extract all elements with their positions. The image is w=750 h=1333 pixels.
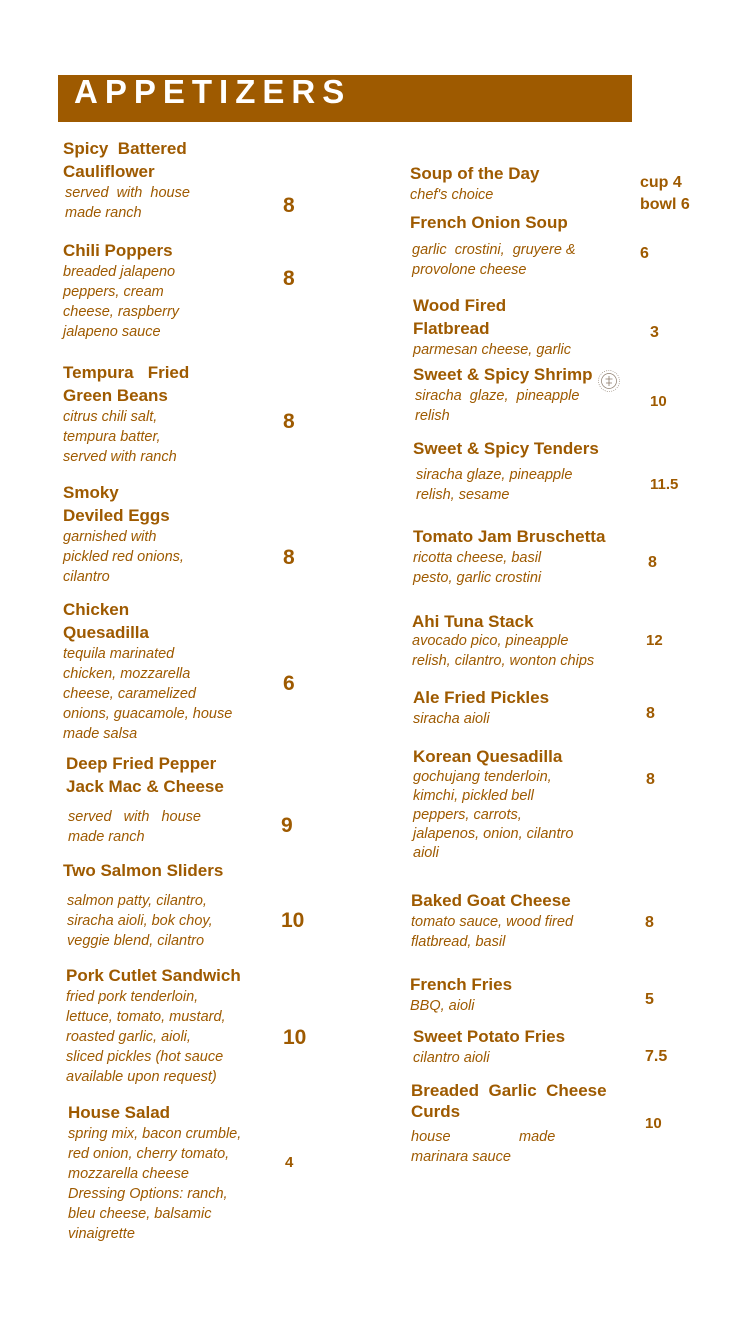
item-description: cilantro aioli xyxy=(413,1050,490,1066)
menu-item-spicy-battered-cauliflower xyxy=(63,137,273,223)
item-name: French Onion Soup xyxy=(410,213,568,232)
item-description: salmon patty, cilantro, siracha aioli, bok choy, veggie blend, cilantro xyxy=(67,893,213,949)
item-name: Baked Goat Cheese xyxy=(411,891,571,910)
item-name: Spicy Battered Cauliflower xyxy=(63,139,187,181)
item-description: ricotta cheese, basil pesto, garlic crostini xyxy=(413,550,542,586)
item-name: Tempura Fried Green Beans xyxy=(63,363,190,405)
item-description: BBQ, aioli xyxy=(410,998,475,1014)
item-description: garlic crostini, gruyere & provolone cheese xyxy=(412,242,576,278)
item-price: 4 xyxy=(285,1154,294,1171)
item-price: 10 xyxy=(283,1026,307,1049)
item-description: parmesan cheese, garlic xyxy=(413,342,571,358)
menu-item-chicken-quesadilla xyxy=(63,598,273,744)
item-name: Sweet Potato Fries xyxy=(413,1027,566,1046)
item-name: Two Salmon Sliders xyxy=(63,861,224,880)
menu-item-french-fries xyxy=(410,973,630,1016)
item-name: House Salad xyxy=(68,1103,171,1122)
item-name: Ale Fried Pickles xyxy=(413,688,550,707)
item-name: Soup of the Day xyxy=(410,164,540,183)
menu-item-soup-of-the-day xyxy=(410,162,630,205)
item-price: 3 xyxy=(650,324,659,341)
menu-item-ahi-tuna-stack xyxy=(412,612,637,671)
menu-item-house-salad xyxy=(68,1101,283,1244)
item-price: 6 xyxy=(283,672,295,695)
item-name: Smoky Deviled Eggs xyxy=(63,483,170,525)
menu-item-tempura-fried-green-beans xyxy=(63,361,273,467)
section-title: APPETIZERS xyxy=(74,73,352,110)
seal-icon xyxy=(597,369,621,393)
menu-item-sweet-spicy-tenders xyxy=(413,437,633,505)
item-name: Breaded Garlic Cheese Curds xyxy=(411,1081,607,1121)
item-name: French Fries xyxy=(410,975,513,994)
menu-item-sweet-spicy-shrimp xyxy=(413,363,603,426)
item-name: Korean Quesadilla xyxy=(413,747,563,766)
item-price: 8 xyxy=(283,194,295,217)
menu-item-baked-goat-cheese xyxy=(411,889,631,952)
menu-item-two-salmon-sliders xyxy=(63,859,278,951)
item-price: 8 xyxy=(646,771,655,788)
item-description: garnished with pickled red onions, cilantro xyxy=(63,529,184,585)
item-description: spring mix, bacon crumble, red onion, cherry tomato, mozzarella cheese Dressing Options: ranch, bleu cheese, balsamic vinaigrette xyxy=(68,1126,242,1242)
item-price: 8 xyxy=(283,267,295,290)
item-name: Ahi Tuna Stack xyxy=(412,612,534,631)
item-description: siracha glaze, pineapple relish, sesame xyxy=(416,467,573,503)
menu-item-wood-fired-flatbread xyxy=(413,294,633,360)
menu-item-deep-fried-mac-cheese xyxy=(66,752,276,847)
item-description: fried pork tenderloin, lettuce, tomato, mustard, roasted garlic, aioli, sliced pickles (hot sauce available upon request) xyxy=(66,989,226,1085)
item-name: Sweet & Spicy Tenders xyxy=(413,439,599,458)
menu-item-tomato-jam-bruschetta xyxy=(413,525,633,588)
item-price: 8 xyxy=(646,705,655,722)
menu-item-chili-poppers xyxy=(63,239,273,342)
item-name: Wood Fired Flatbread xyxy=(413,296,507,338)
item-price: 5 xyxy=(645,991,654,1008)
item-price: 7.5 xyxy=(645,1048,668,1065)
menu-item-smoky-deviled-eggs xyxy=(63,481,273,587)
item-price: 10 xyxy=(645,1115,662,1132)
item-name: Chicken Quesadilla xyxy=(63,600,149,642)
item-name: Tomato Jam Bruschetta xyxy=(413,527,606,546)
item-price: 10 xyxy=(650,393,667,410)
menu-item-korean-quesadilla xyxy=(413,745,633,863)
item-description: gochujang tenderloin, kimchi, pickled bell peppers, carrots, jalapenos, onion, cilantro aioli xyxy=(413,769,574,861)
item-price: 11.5 xyxy=(650,476,679,493)
item-description: citrus chili salt, tempura batter, served with ranch xyxy=(63,409,177,465)
item-price: 9 xyxy=(281,814,293,837)
item-price: 10 xyxy=(281,909,305,932)
item-description: siracha glaze, pineapple relish xyxy=(415,388,580,424)
item-description: house made marinara sauce xyxy=(411,1129,556,1165)
item-name: Pork Cutlet Sandwich xyxy=(66,966,241,985)
item-price: 8 xyxy=(283,410,295,433)
item-description: served with house made ranch xyxy=(68,809,201,845)
item-description: breaded jalapeno peppers, cream cheese, raspberry jalapeno sauce xyxy=(63,264,180,340)
item-price: 8 xyxy=(648,554,657,571)
item-price: 8 xyxy=(645,914,654,931)
menu-item-ale-fried-pickles xyxy=(413,686,633,729)
item-price: 8 xyxy=(283,546,295,569)
item-price: cup 4 bowl 6 xyxy=(640,174,690,213)
menu-item-sweet-potato-fries xyxy=(413,1025,633,1068)
item-description: tequila marinated chicken, mozzarella cheese, caramelized onions, guacamole, house made salsa xyxy=(63,646,233,742)
item-description: tomato sauce, wood fired flatbread, basil xyxy=(411,914,574,950)
item-name: Sweet & Spicy Shrimp xyxy=(413,365,593,384)
item-price: 6 xyxy=(640,245,649,262)
item-name: Deep Fried Pepper Jack Mac & Cheese xyxy=(66,754,224,796)
menu-item-pork-cutlet-sandwich xyxy=(66,964,281,1087)
menu-item-breaded-garlic-cheese-curds xyxy=(411,1080,636,1167)
item-description: siracha aioli xyxy=(413,711,490,727)
item-description: served with house made ranch xyxy=(65,185,190,221)
item-description: chef's choice xyxy=(410,187,494,203)
item-description: avocado pico, pineapple relish, cilantro, wonton chips xyxy=(412,633,595,669)
item-name: Chili Poppers xyxy=(63,241,173,260)
item-price: 12 xyxy=(646,632,663,649)
section-header xyxy=(58,75,632,122)
menu-item-french-onion-soup xyxy=(410,211,630,280)
